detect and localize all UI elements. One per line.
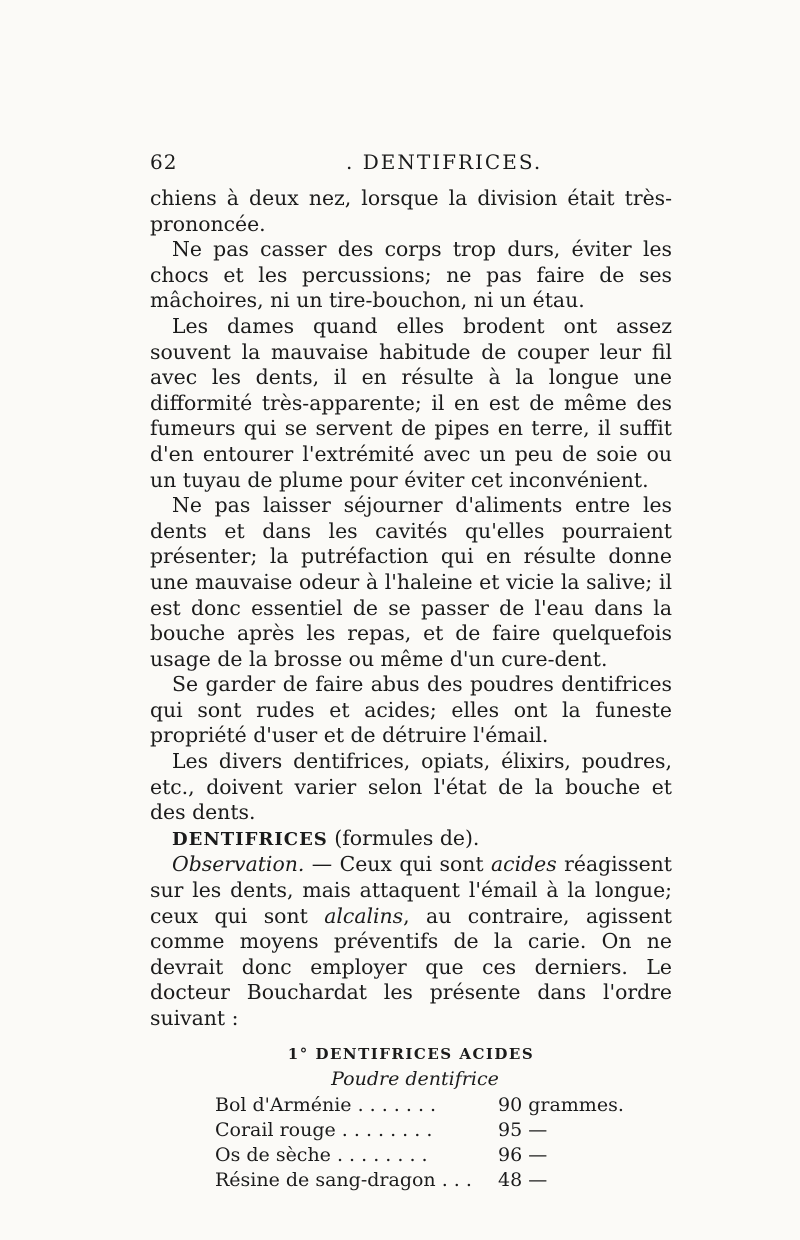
paragraph: Les dames quand elles brodent ont assez souvent la mauvaise habitude de couper leur fil avec les dents, il en résulte à la longue une difformité très-apparente; il en est de même des fumeurs qui se servent de pipes en terre, il suffit d'en entourer l'extrémité avec un peu de soie ou un tuyau de plume pour éviter cet inconvénient.: [150, 313, 672, 492]
section-title: 1° DENTIFRICES ACIDES: [287, 1044, 535, 1063]
ingredient-name: Corail rouge . . . . . . . .: [215, 1118, 433, 1141]
ingredient-name: Résine de sang-dragon . . .: [215, 1168, 472, 1191]
paragraph: Ne pas laisser séjourner d'aliments entre les dents et dans les cavités qu'elles pourraient présenter; la putréfaction qui en résulte donne une mauvaise odeur à l'haleine et vicie la salive; il est donc essentiel de se passer de l'eau dans la bouche après les repas, et de faire quelquefois usage de la brosse ou même d'un cure-dent.: [150, 493, 672, 671]
paragraph: chiens à deux nez, lorsque la division était très-prononcée.: [150, 186, 672, 236]
ingredient-list: [215, 1094, 672, 1194]
ingredient-quantity: 48 —: [498, 1168, 548, 1191]
ingredient-quantity: 96 —: [498, 1143, 548, 1166]
entry-heading-suffix: (formules de).: [327, 825, 480, 850]
recipe-title: Poudre dentifrice: [331, 1067, 499, 1090]
paragraph: Les divers dentifrices, opiats, élixirs, poudres, etc., doivent varier selon l'état de la bouche et des dents.: [150, 749, 672, 825]
paragraph: Ne pas casser des corps trop durs, éviter les chocs et les percussions; ne pas faire de ses mâchoires, ni un tire-bouchon, ni un étau.: [150, 237, 672, 313]
ingredient-row: [215, 1169, 672, 1194]
paragraph: Se garder de faire abus des poudres dentifrices qui sont rudes et acides; elles ont la funeste propriété d'user et de détruire l'émail.: [150, 672, 672, 748]
observation-label: Observation.: [172, 852, 305, 877]
ingredient-quantity: 95 —: [498, 1118, 548, 1141]
observation-text: — Ceux qui sont: [304, 852, 491, 877]
observation-emphasis: acides: [491, 852, 557, 877]
book-page: [150, 150, 672, 1194]
running-head: [150, 150, 672, 180]
ingredient-quantity: 90 grammes.: [498, 1093, 624, 1116]
ingredient-row: [215, 1119, 672, 1144]
page-number: 62: [150, 150, 178, 174]
ingredient-row: [215, 1094, 672, 1119]
ingredient-row: [215, 1144, 672, 1169]
observation-emphasis: alcalins: [324, 903, 404, 928]
entry-heading: [150, 826, 672, 853]
ingredient-name: Os de sèche . . . . . . . .: [215, 1143, 428, 1166]
running-title: . DENTIFRICES.: [346, 150, 543, 174]
body-text: [150, 186, 672, 1032]
ingredient-name: Bol d'Arménie . . . . . . .: [215, 1093, 437, 1116]
entry-heading-title: DENTIFRICES: [172, 828, 328, 850]
observation-text: réagissent sur les dents, mais attaquent l'émail à la longue; ceux qui sont: [150, 852, 672, 928]
observation-text: , au contraire, agissent comme moyens préventifs de la carie. On ne devrait donc employer que ces derniers. Le docteur Bouchardat les présente dans l'ordre suivant :: [150, 903, 673, 1030]
observation-paragraph: [150, 852, 672, 1031]
